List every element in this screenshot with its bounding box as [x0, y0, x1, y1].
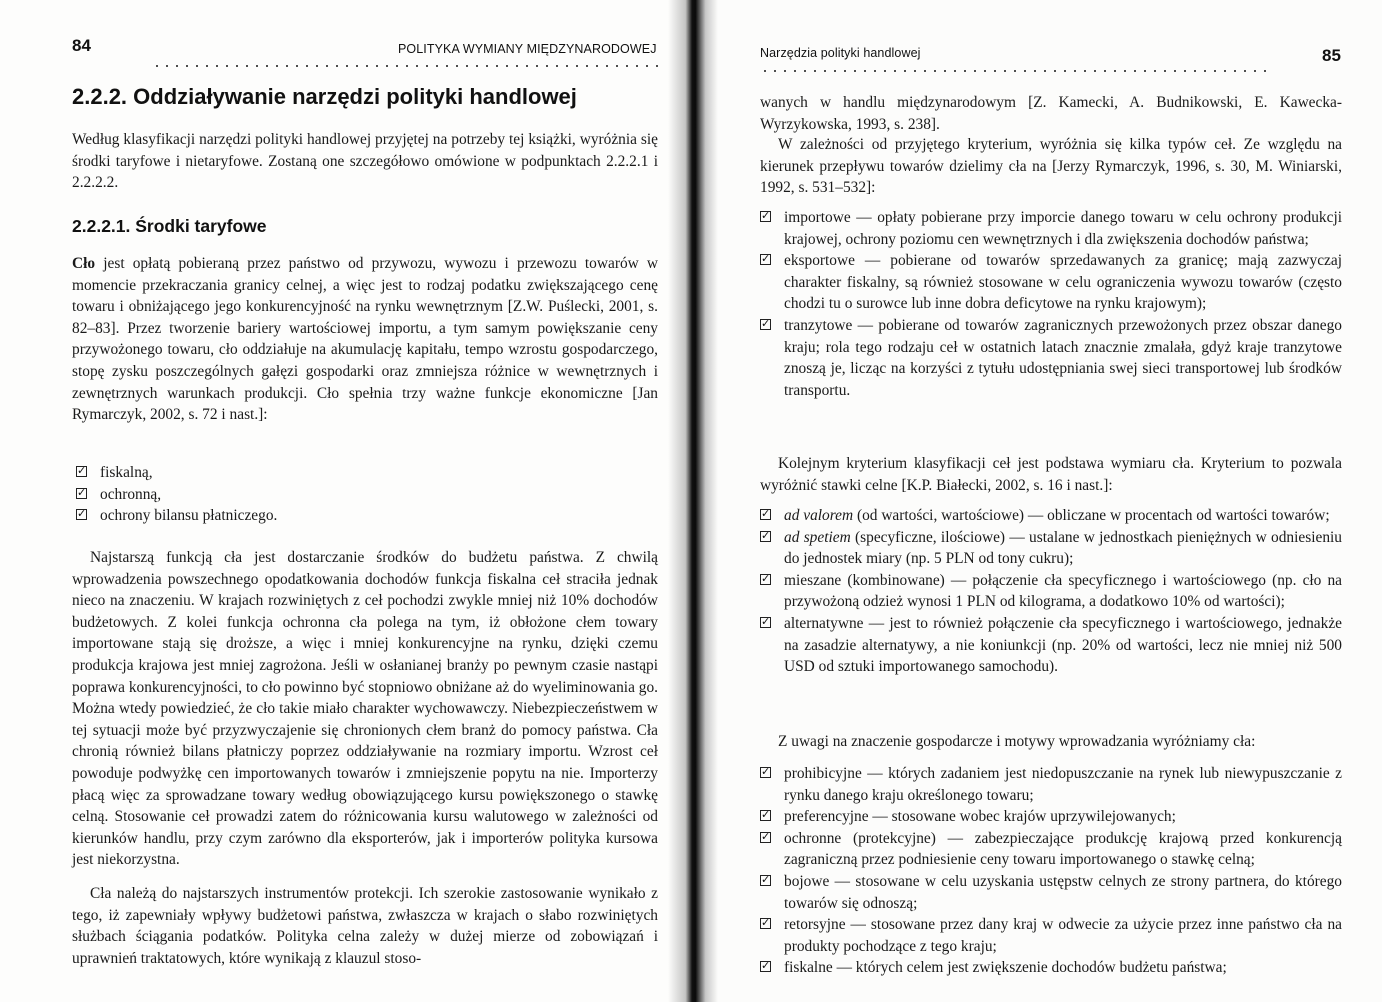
running-title-right: Narzędzia polityki handlowej: [760, 46, 921, 60]
header-dot-leader-right: [760, 70, 1272, 72]
list-item: ✓ tranzytowe — pobierane od towarów zagranicznych przewożonych przez obszar danego kraju; rola tego rodzaju ceł w ostatnich latach znacznie zmalała, gdyż kraje tranzytowe znoszą je, licząc na korzyści z tytułu udostępniania swej sieci transportowej lub środków transportu.: [760, 315, 1342, 401]
list-item: ✓ preferencyjne — stosowane wobec krajów uprzywilejowanych;: [760, 806, 1342, 828]
rate-types-list: [760, 505, 1342, 678]
direction-types-list: [760, 207, 1342, 401]
basis-paragraph: Kolejnym kryterium klasyfikacji ceł jest podstawa wymiaru cła. Kryterium to pozwala wyróżnić stawki celne [K.P. Białecki, 2002, s. 16 i nast.]:: [760, 455, 1342, 494]
left-page: [0, 0, 690, 1002]
list-item: ✓ bojowe — stosowane w celu uzyskania ustępstw celnych ze strony partnera, do którego towarów się odnoszą;: [760, 871, 1342, 914]
list-item: ✓ alternatywne — jest to również połączenie cła specyficznego i wartościowego, jednakże na zasadzie alternatywy, a nie koniunkcji (np. 20% od wartości, lecz nie mniej niż 500 USD od sztuki importowanego samochodu).: [760, 613, 1342, 678]
checkbox-icon: [760, 875, 771, 886]
subsection-heading: 2.2.2.1. Środki taryfowe: [72, 216, 267, 236]
list-item: ✓ fiskalne — których celem jest zwiększenie dochodów budżetu państwa;: [760, 957, 1342, 979]
functions-list: [76, 462, 636, 527]
list-item: ✓ prohibicyjne — których zadaniem jest niedopuszczanie na rynek lub niewypuszczanie z rynku danego kraju określonego towaru;: [760, 763, 1342, 806]
book-gutter-shadow: [668, 0, 718, 1002]
right-page: [690, 0, 1382, 1002]
checkbox-icon: [76, 509, 87, 520]
checkbox-icon: [760, 531, 771, 542]
clo-term: Cło: [72, 255, 96, 272]
checkbox-icon: [760, 509, 771, 520]
list-item: ✓ ochronną,: [76, 484, 636, 506]
list-item: ✓ retorsyjne — stosowane przez dany kraj w odwecie za użycie przez inne państwo cła na produkty pochodzące z tego kraju;: [760, 914, 1342, 957]
list-item: ✓ fiskalną,: [76, 462, 636, 484]
checkbox-icon: [760, 767, 771, 778]
section-heading: 2.2.2. Oddziaływanie narzędzi polityki handlowej: [72, 84, 577, 109]
checkbox-icon: [760, 254, 771, 265]
checkbox-icon: [76, 466, 87, 477]
list-item: ✓ mieszane (kombinowane) — połączenie cła specyficznego i wartościowego (np. cło na przywożoną odzież wynosi 1 PLN od kilograma, a dodatkowo 10% od wartości);: [760, 570, 1342, 613]
header-dot-leader: [152, 65, 660, 67]
checkbox-icon: [760, 211, 771, 222]
checkbox-icon: [760, 961, 771, 972]
page-number-left: 84: [72, 36, 91, 55]
clo-paragraph: [72, 253, 658, 426]
list-item: ✓ importowe — opłaty pobierane przy imporcie danego towaru w celu ochrony produkcji krajowej, ochrony poziomu cen wewnętrznych i dla zwiększenia dochodów państwa;: [760, 207, 1342, 250]
checkbox-icon: [760, 918, 771, 929]
motive-types-list: [760, 763, 1342, 979]
continuation-paragraph: wanych w handlu międzynarodowym [Z. Kamecki, A. Budnikowski, E. Kawecka-Wyrzykowska, 1993, s. 238].: [760, 94, 1342, 133]
checkbox-icon: [76, 488, 87, 499]
list-item: ✓ ochrony bilansu płatniczego.: [76, 505, 636, 527]
checkbox-icon: [760, 832, 771, 843]
checkbox-icon: [760, 810, 771, 821]
intro-paragraph: Według klasyfikacji narzędzi polityki handlowej przyjętej na potrzeby tej książki, wyróżnia się środki taryfowe i nietaryfowe. Zostaną one szczegółowo omówione w podpunktach 2.2.2.1 i 2.2.2.2.: [72, 131, 658, 192]
fiscal-paragraph: Najstarszą funkcją cła jest dostarczanie środków do budżetu państwa. Z chwilą wprowadzenia powszechnego opodatkowania dochodów funkcja fiskalna ceł straciła jednak nieco na znaczeniu. W krajach rozwiniętych z ceł pochodzi zwykle mniej niż 10% dochodów budżetowych. Z kolei funkcja ochronna cła polega na tym, iż obłożone cłem towary importowane stają się droższe, a więc i mniej konkurencyjne na rynku, dzięki czemu produkcja krajowa jest mniej zagrożona. Jeśli w osłanianej branży po pewnym czasie nastąpi poprawa konkurencyjności, to cło powinno być stopniowo obniżane aż do wyeliminowania go. Można wtedy powiedzieć, że cło takie miało charakter wychowawczy. Niebezpieczeństwem w tej sytuacji może być przyzwyczajenie się chronionych cłem branż do pomocy państwa. Cła chronią również bilans płatniczy poprzez oddziaływanie na rozmiary importu. Wzrost ceł powoduje podwyżkę cen importowanych towarów i zmniejszenie popytu na nie. Importerzy płacą więc za sprowadzane towary według obowiązującego kursu powiększonego o stawkę celną. Stosowanie ceł prowadzi zatem do różnicowania kursu walutowego w zależności od kierunków handlu, przy czym zarówno dla eksporterów, jak i importerów polityka kursowa jest niekorzystna.: [72, 549, 658, 869]
oldest-paragraph: Cła należą do najstarszych instrumentów protekcji. Ich szerokie zastosowanie wynikało z tego, iż zapewniały wpływy budżetowi państwa, zwłaszcza w krajach o słabo rozwiniętych służbach ściągania podatków. Polityka celna zależy w dużej mierze od zobowiązań i uprawnień traktatowych, które wynikają z klauzul stoso-: [72, 885, 658, 967]
motives-paragraph: Z uwagi na znaczenie gospodarcze i motywy wprowadzania wyróżniamy cła:: [778, 733, 1256, 750]
criteria-paragraph: W zależności od przyjętego kryterium, wyróżnia się kilka typów ceł. Ze względu na kierunek przepływu towarów dzielimy cła na [Jerzy Rymarczyk, 1996, s. 30, M. Winiarski, 1992, s. 531–532]:: [760, 136, 1342, 197]
checkbox-icon: [760, 319, 771, 330]
list-item: ✓ ad valorem (od wartości, wartościowe) — obliczane w procentach od wartości towarów;: [760, 505, 1342, 527]
list-item: ✓ eksportowe — pobierane od towarów sprzedawanych za granicę; mają zazwyczaj charakter fiskalny, są również stosowane w celu ograniczenia wywozu towarów (często chodzi tu o surowce lub inne dobra deficytowe na rynku krajowym);: [760, 250, 1342, 315]
list-item: ✓ ochronne (protekcyjne) — zabezpieczające produkcję krajową przed konkurencją zagraniczną przez podniesienie ceny towaru importowanego o stawkę celną;: [760, 828, 1342, 871]
page-number-right: 85: [1322, 46, 1341, 65]
checkbox-icon: [760, 617, 771, 628]
checkbox-icon: [760, 574, 771, 585]
list-item: ✓ ad spetiem (specyficzne, ilościowe) — ustalane w jednostkach pieniężnych w odniesieniu do jednostek miary (np. 5 PLN od tony cukru);: [760, 527, 1342, 570]
clo-definition: jest opłatą pobieraną przez państwo od przywozu, wywozu i przewozu towarów w momencie przekraczania granicy celnej, a więc jest to rodzaj podatku zwiększającego cenę towaru i obniżającego jego konkurencyjność na rynku wewnętrznym [Z.W. Puślecki, 2001, s. 82–83]. Przez tworzenie bariery wartościowej importu, a tym samym powiększanie ceny przywożonego towaru, cło oddziałuje na akumulację kapitału, tempo wzrostu gospodarczego, stopę zysku poszczególnych gałęzi gospodarki oraz zmniejsza różnice w wewnętrznych i zewnętrznych warunkach produkcji. Cło spełnia trzy ważne funkcje ekonomiczne [Jan Rymarczyk, 2002, s. 72 i nast.]:: [72, 255, 658, 424]
running-title-left: POLITYKA WYMIANY MIĘDZYNARODOWEJ: [398, 42, 657, 56]
